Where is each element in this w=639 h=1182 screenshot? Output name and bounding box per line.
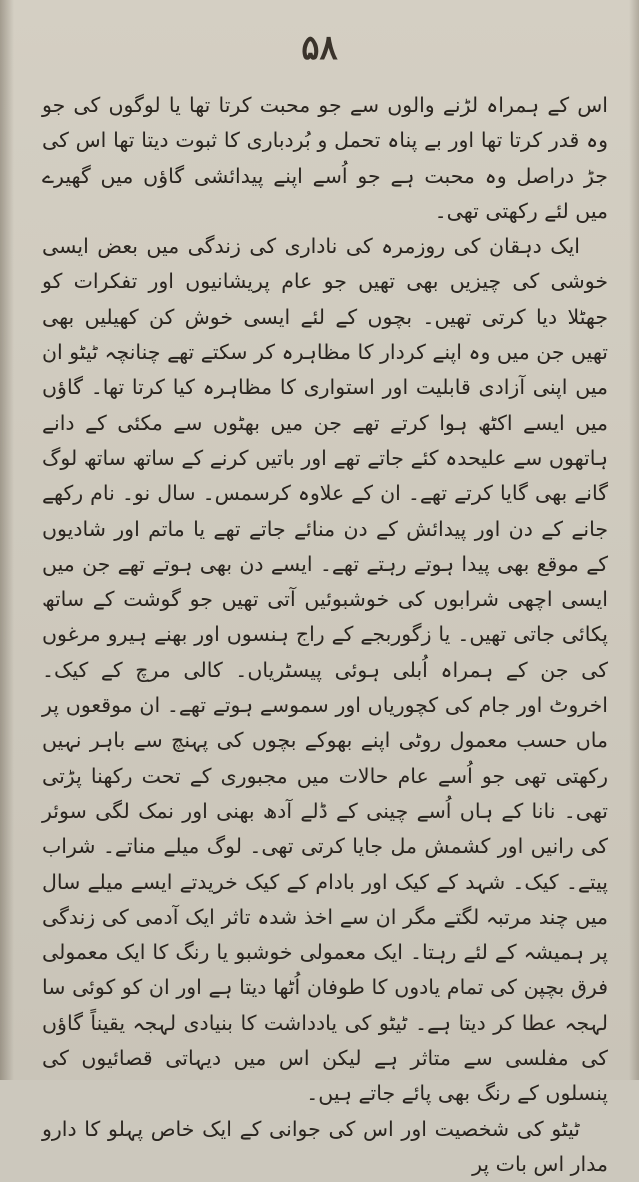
page-shadow-left — [0, 0, 14, 1080]
page-number: ۵۸ — [301, 28, 338, 68]
paragraph-1: اس کے ہمراہ لڑنے والوں سے جو محبت کرتا تھا یا لوگوں کی جو وہ قدر کرتا تھا اور بے پناہ تحمل و بُردباری کا ثبوت دیتا تھا اس کی جڑ دراصل وہ محبت ہے جو اُسے اپنے پیدائشی گاؤں میں گھیرے میں لئے رکھتی تھی۔ — [42, 93, 608, 223]
paragraph-2: ایک دہقان کی روزمرہ کی ناداری کی زندگی میں بعض ایسی خوشی کی چیزیں بھی تھیں جو عام پریشانیوں اور تفکرات کو جھٹلا دیا کرتی تھیں۔ بچوں کے لئے ایسی خوش کن کھیلیں بھی تھیں جن میں وہ اپنے کردار کا مظاہرہ کر سکتے تھے چنانچہ ٹیٹو ان میں اپنی آزادی قابلیت اور استواری کا مظاہرہ کیا کرتا تھا۔ گاؤں میں ایسے اکٹھ ہوا کرتے تھے جن میں بھٹوں سے مکئی کے دانے ہاتھوں سے علیحدہ کئے جاتے تھے اور باتیں کرنے کے ساتھ ساتھ لوگ گانے بھی گایا کرتے تھے۔ ان کے علاوہ کرسمس۔ سال نو۔ نام رکھے جانے کے دن اور پیدائش کے دن منائے جاتے تھے یا ماتم اور شادیوں کے موقع بھی پیدا ہوتے رہتے تھے۔ ایسے دن بھی ہوتے تھے جن میں ایسی اچھی شرابوں کی خوشبوئیں آتی تھیں جو گوشت کے ساتھ پکائی جاتی تھیں۔ یا زگوربجے کے راج ہنسوں اور بھنے ہیرو مرغوں کی جن کے ہمراہ اُبلی ہوئی پیسٹریاں۔ کالی مرچ کے کیک۔ اخروٹ اور جام کی کچوریاں اور سموسے ہوتے تھے۔ ان موقعوں پر ماں حسب معمول روٹی اپنے بھوکے بچوں کی پہنچ سے باہر نہیں رکھتی تھی جو اُسے عام حالات میں مجبوری کے تحت رکھنا پڑتی تھی۔ نانا کے ہاں اُسے چینی کے ڈلے آدھ بھنی اور نمک لگی سوئر کی رانیں اور کشمش مل جایا کرتی تھی۔ لوگ میلے مناتے۔ شراب پیتے۔ کیک۔ شہد کے کیک اور بادام کے کیک خریدتے ایسے میلے سال میں چند مرتبہ لگتے مگر ان سے اخذ شدہ تاثر ایک آدمی کی زندگی پر ہمیشہ کے لئے رہتا۔ ایک معمولی خوشبو یا رنگ کا ایک معمولی فرق بچپن کی تمام یادوں کا طوفان اُٹھا دیتا ہے اور ان کو کوئی سا لہجہ عطا کر دیتا ہے۔ ٹیٹو کی یادداشت کا بنیادی لہجہ یقیناً گاؤں کی مفلسی سے متاثر ہے لیکن اس میں دیہاتی قصائیوں کی پنسلوں کے رنگ بھی پائے جاتے ہیں۔ — [42, 234, 608, 1106]
page-shadow-right — [629, 0, 639, 1080]
page-text — [42, 88, 608, 1182]
paragraph-3: ٹیٹو کی شخصیت اور اس کی جوانی کے ایک خاص پہلو کا دارو مدار اس بات پر — [42, 1116, 608, 1176]
